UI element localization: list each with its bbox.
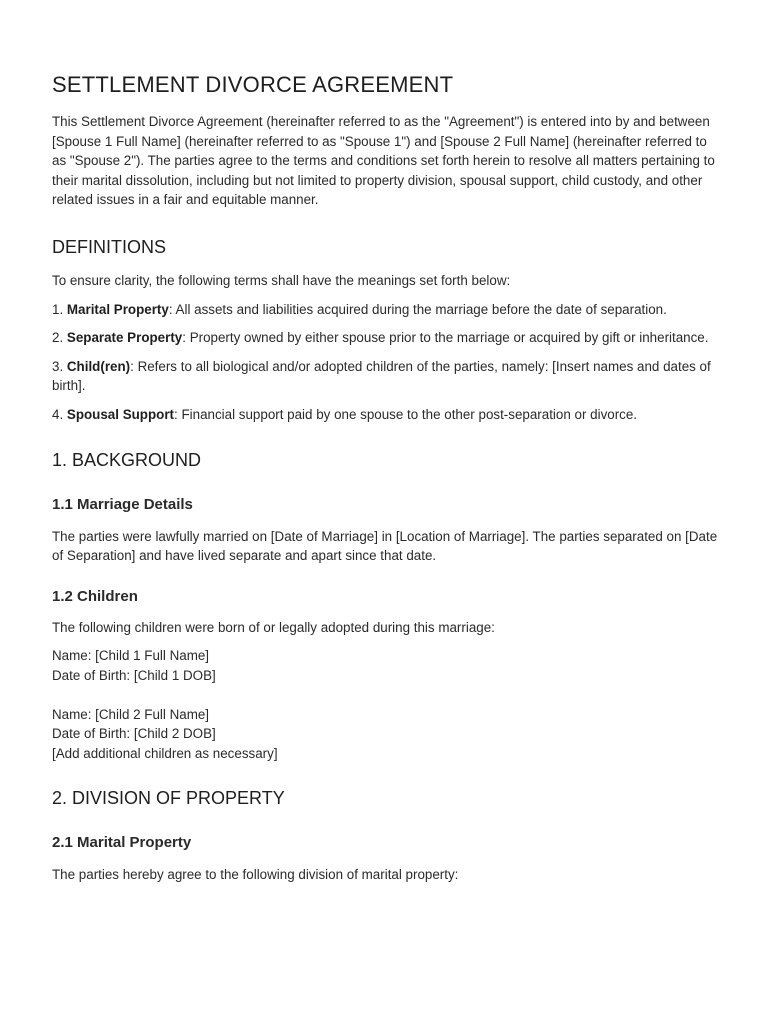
marriage-details-heading: 1.1 Marriage Details bbox=[52, 495, 193, 513]
definition-item: 2. Separate Property: Property owned by either spouse prior to the marriage or acquired by gift or inheritance. bbox=[52, 330, 709, 346]
child2-name: Name: [Child 2 Full Name] bbox=[52, 706, 210, 722]
definition-term: Marital Property bbox=[66, 301, 169, 317]
additional-children-note: [Add additional children as necessary] bbox=[52, 745, 278, 761]
child1-name: Name: [Child 1 Full Name] bbox=[52, 648, 210, 664]
definition-item: 4. Spousal Support: Financial support paid by one spouse to the other post-separation or divorce. bbox=[52, 406, 638, 422]
children-heading: 1.2 Children bbox=[52, 587, 138, 605]
intro-paragraph: This Settlement Divorce Agreement (hereinafter referred to as the "Agreement") is entered into by and between [Spouse 1 Full Name] (hereinafter referred to as "Spouse 1") and [Spouse 2 Full Name] (hereinafter referred to as "Spouse 2"). The parties agree to the terms and conditions set forth herein to resolve all matters pertaining to their marital dissolution, including but not limited to property division, spousal support, child custody, and other related issues in a fair and equitable manner. bbox=[52, 114, 715, 208]
children-lead: The following children were born of or legally adopted during this marriage: bbox=[52, 619, 495, 635]
definition-term: Child(ren) bbox=[66, 358, 131, 374]
definitions-lead: To ensure clarity, the following terms shall have the meanings set forth below: bbox=[52, 272, 511, 288]
background-heading: 1. BACKGROUND bbox=[52, 449, 202, 470]
definition-term: Spousal Support bbox=[66, 406, 175, 422]
definition-item: 3. Child(ren): Refers to all biological and/or adopted children of the parties, namely: [Insert names and dates of birth]. bbox=[52, 358, 711, 394]
marital-property-text: The parties hereby agree to the following division of marital property: bbox=[52, 867, 459, 883]
document-title: SETTLEMENT DIVORCE AGREEMENT bbox=[52, 72, 454, 97]
marital-property-heading: 2.1 Marital Property bbox=[52, 834, 192, 852]
definitions-heading: DEFINITIONS bbox=[52, 236, 167, 257]
marriage-details-text: The parties were lawfully married on [Date of Marriage] in [Location of Marriage]. The parties separated on [Date of Separation] and have lived separate and apart since that date. bbox=[52, 528, 718, 564]
document-content bbox=[52, 72, 724, 885]
definition-item: 1. Marital Property: All assets and liabilities acquired during the marriage before the date of separation. bbox=[52, 301, 667, 317]
division-of-property-heading: 2. DIVISION OF PROPERTY bbox=[52, 788, 285, 809]
child2-dob: Date of Birth: [Child 2 DOB] bbox=[52, 726, 216, 742]
definition-term: Separate Property bbox=[66, 330, 183, 346]
child1-dob: Date of Birth: [Child 1 DOB] bbox=[52, 667, 216, 683]
